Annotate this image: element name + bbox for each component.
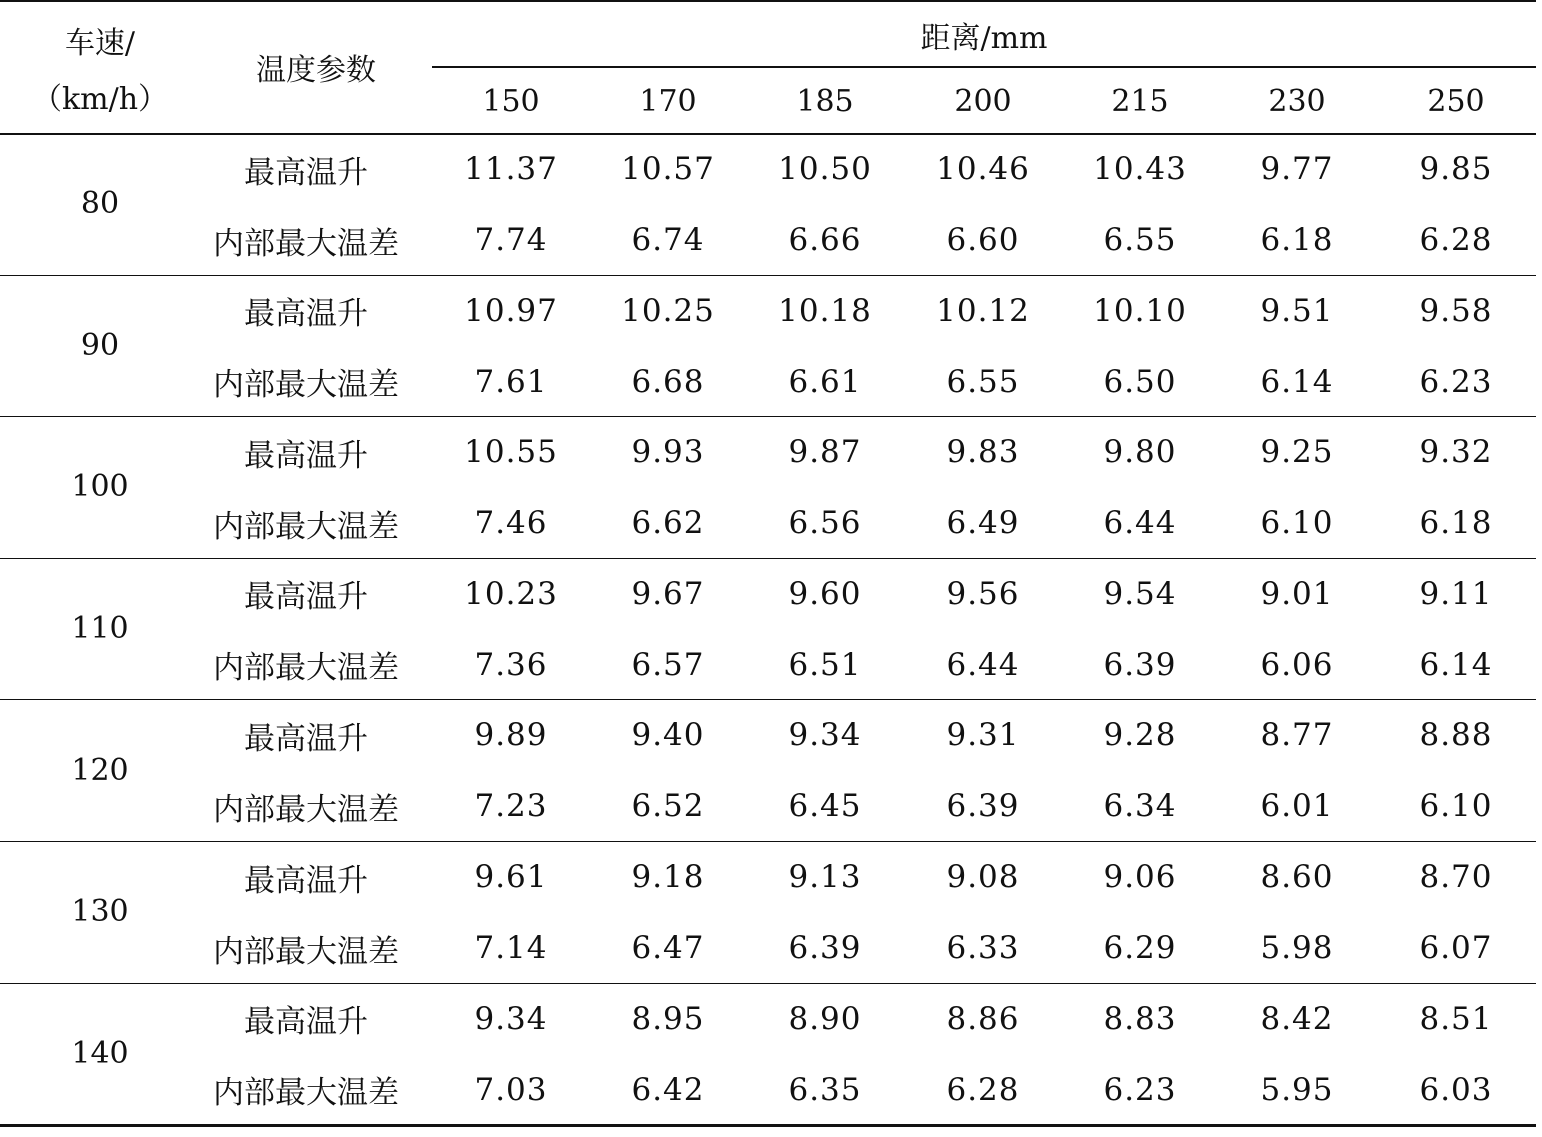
table-cell-value: 5.98: [1260, 930, 1334, 966]
table-cell-value: 9.67: [631, 575, 705, 612]
distance-subheader-rule: [432, 66, 1536, 68]
distance-value: 230: [1268, 83, 1326, 119]
param-name: 最高温升: [244, 154, 368, 191]
table-cell-value: 6.55: [946, 363, 1020, 400]
param-name: 最高温升: [244, 862, 368, 899]
table-cell-value: 6.44: [1103, 505, 1177, 542]
table-cell-value: 9.31: [946, 717, 1020, 754]
table-top-rule: [0, 0, 1536, 2]
table-cell-value: 6.10: [1260, 505, 1334, 542]
speed-value: 90: [80, 327, 120, 363]
param-name: 最高温升: [244, 579, 368, 616]
param-name: 内部最大温差: [213, 367, 399, 404]
table-cell-value: 6.01: [1260, 788, 1334, 825]
table-cell-value: 9.89: [474, 717, 548, 754]
table-cell-value: 10.43: [1093, 151, 1187, 187]
table-cell-value: 6.47: [631, 930, 705, 966]
table-cell-value: 6.50: [1103, 363, 1177, 400]
table-cell-value: 10.25: [621, 292, 715, 329]
table-cell-value: 6.35: [788, 1071, 862, 1108]
table-cell-value: 8.60: [1260, 859, 1334, 895]
table-cell-value: 9.08: [946, 859, 1020, 895]
table-cell-value: 9.56: [946, 575, 1020, 612]
table-cell-value: 6.57: [631, 646, 705, 683]
table-cell-value: 6.23: [1419, 363, 1493, 400]
table-cell-value: 6.55: [1103, 222, 1177, 258]
table-cell-value: 6.28: [946, 1071, 1020, 1108]
param-name: 内部最大温差: [213, 791, 399, 828]
table-cell-value: 6.74: [631, 222, 705, 258]
group-separator-left: [0, 558, 200, 559]
table-cell-value: 8.42: [1260, 1000, 1334, 1037]
speed-value: 120: [71, 752, 129, 788]
table-cell-value: 9.54: [1103, 575, 1177, 612]
param-name: 内部最大温差: [213, 508, 399, 545]
table-cell-value: 9.87: [788, 434, 862, 471]
param-name: 内部最大温差: [213, 1075, 399, 1112]
param-header: 温度参数: [256, 53, 376, 88]
table-cell-value: 9.40: [631, 717, 705, 754]
table-cell-value: 10.57: [621, 151, 715, 187]
table-cell-value: 6.18: [1419, 505, 1493, 542]
table-cell-value: 6.51: [788, 646, 862, 683]
speed-value: 140: [71, 1035, 129, 1071]
group-separator: [200, 841, 1536, 842]
speed-value: 80: [80, 186, 120, 222]
table-cell-value: 10.10: [1093, 292, 1187, 329]
table-cell-value: 9.34: [788, 717, 862, 754]
group-separator: [200, 275, 1536, 276]
table-cell-value: 7.14: [474, 930, 548, 966]
table-cell-value: 6.34: [1103, 788, 1177, 825]
table-cell-value: 10.23: [464, 575, 558, 612]
table-cell-value: 9.58: [1419, 292, 1493, 329]
table-cell-value: 10.50: [778, 151, 872, 187]
param-name: 最高温升: [244, 1004, 368, 1041]
table-cell-value: 9.85: [1419, 151, 1493, 187]
table-cell-value: 6.61: [788, 363, 862, 400]
table-cell-value: 6.07: [1419, 930, 1493, 966]
table-cell-value: 8.77: [1260, 717, 1334, 754]
table-cell-value: 7.46: [474, 505, 548, 542]
group-separator-left: [0, 841, 200, 842]
distance-header: 距离/mm: [920, 21, 1048, 56]
table-cell-value: 9.25: [1260, 434, 1334, 471]
distance-value: 200: [954, 83, 1012, 119]
speed-value: 110: [71, 611, 129, 647]
group-separator: [200, 699, 1536, 700]
table-cell-value: 6.49: [946, 505, 1020, 542]
table-cell-value: 9.80: [1103, 434, 1177, 471]
distance-value: 215: [1111, 83, 1169, 119]
table-cell-value: 6.52: [631, 788, 705, 825]
group-separator: [200, 416, 1536, 417]
speed-value: 100: [71, 469, 129, 505]
distance-value: 250: [1427, 83, 1485, 119]
table-cell-value: 10.46: [936, 151, 1030, 187]
table-cell-value: 6.03: [1419, 1071, 1493, 1108]
table-cell-value: 10.97: [464, 292, 558, 329]
table-cell-value: 6.23: [1103, 1071, 1177, 1108]
table-cell-value: 6.18: [1260, 222, 1334, 258]
table-cell-value: 7.74: [474, 222, 548, 258]
table-cell-value: 5.95: [1260, 1071, 1334, 1108]
table-cell-value: 9.06: [1103, 859, 1177, 895]
table-cell-value: 10.55: [464, 434, 558, 471]
table-cell-value: 8.70: [1419, 859, 1493, 895]
table-cell-value: 9.93: [631, 434, 705, 471]
table-cell-value: 7.03: [474, 1071, 548, 1108]
speed-value: 130: [71, 894, 129, 930]
table-cell-value: 6.39: [946, 788, 1020, 825]
table-cell-value: 8.51: [1419, 1000, 1493, 1037]
param-name: 内部最大温差: [213, 225, 399, 262]
param-name: 最高温升: [244, 720, 368, 757]
table-cell-value: 6.62: [631, 505, 705, 542]
table-cell-value: 6.06: [1260, 646, 1334, 683]
table-cell-value: 9.01: [1260, 575, 1334, 612]
table-cell-value: 6.39: [1103, 646, 1177, 683]
table-cell-value: 6.56: [788, 505, 862, 542]
table-cell-value: 8.88: [1419, 717, 1493, 754]
table-cell-value: 6.39: [788, 930, 862, 966]
table-cell-value: 11.37: [464, 151, 558, 187]
table-cell-value: 9.77: [1260, 151, 1334, 187]
table-cell-value: 9.34: [474, 1000, 548, 1037]
speed-header-line2: （km/h）: [31, 82, 169, 117]
param-name: 内部最大温差: [213, 650, 399, 687]
group-separator-left: [0, 275, 200, 276]
distance-value: 185: [796, 83, 854, 119]
param-name: 最高温升: [244, 296, 368, 333]
table-cell-value: 9.11: [1419, 575, 1493, 612]
group-separator-left: [0, 699, 200, 700]
table-cell-value: 6.29: [1103, 930, 1177, 966]
table-cell-value: 6.68: [631, 363, 705, 400]
param-name: 内部最大温差: [213, 933, 399, 970]
table-cell-value: 6.14: [1419, 646, 1493, 683]
table-cell-value: 9.51: [1260, 292, 1334, 329]
param-name: 最高温升: [244, 437, 368, 474]
table-cell-value: 9.60: [788, 575, 862, 612]
table-cell-value: 6.44: [946, 646, 1020, 683]
table-cell-value: 9.83: [946, 434, 1020, 471]
table-cell-value: 7.61: [474, 363, 548, 400]
header-bottom-rule: [0, 133, 1536, 135]
table-cell-value: 7.23: [474, 788, 548, 825]
table-cell-value: 6.60: [946, 222, 1020, 258]
table-cell-value: 8.95: [631, 1000, 705, 1037]
table-cell-value: 6.14: [1260, 363, 1334, 400]
group-separator: [200, 558, 1536, 559]
table-cell-value: 9.32: [1419, 434, 1493, 471]
table-cell-value: 8.90: [788, 1000, 862, 1037]
table-bottom-rule: [0, 1124, 1536, 1127]
table-cell-value: 9.18: [631, 859, 705, 895]
group-separator-left: [0, 983, 200, 984]
table-cell-value: 8.83: [1103, 1000, 1177, 1037]
table-cell-value: 6.66: [788, 222, 862, 258]
table-cell-value: 6.33: [946, 930, 1020, 966]
table-cell-value: 9.61: [474, 859, 548, 895]
group-separator: [200, 983, 1536, 984]
table-cell-value: 9.13: [788, 859, 862, 895]
table-cell-value: 10.18: [778, 292, 872, 329]
distance-value: 170: [639, 83, 697, 119]
table-cell-value: 6.10: [1419, 788, 1493, 825]
table-cell-value: 7.36: [474, 646, 548, 683]
table-cell-value: 8.86: [946, 1000, 1020, 1037]
table-cell-value: 10.12: [936, 292, 1030, 329]
speed-header-line1: 车速/: [64, 26, 136, 61]
distance-value: 150: [482, 83, 540, 119]
table-cell-value: 6.28: [1419, 222, 1493, 258]
table-cell-value: 9.28: [1103, 717, 1177, 754]
table-cell-value: 6.42: [631, 1071, 705, 1108]
table-cell-value: 6.45: [788, 788, 862, 825]
group-separator-left: [0, 416, 200, 417]
